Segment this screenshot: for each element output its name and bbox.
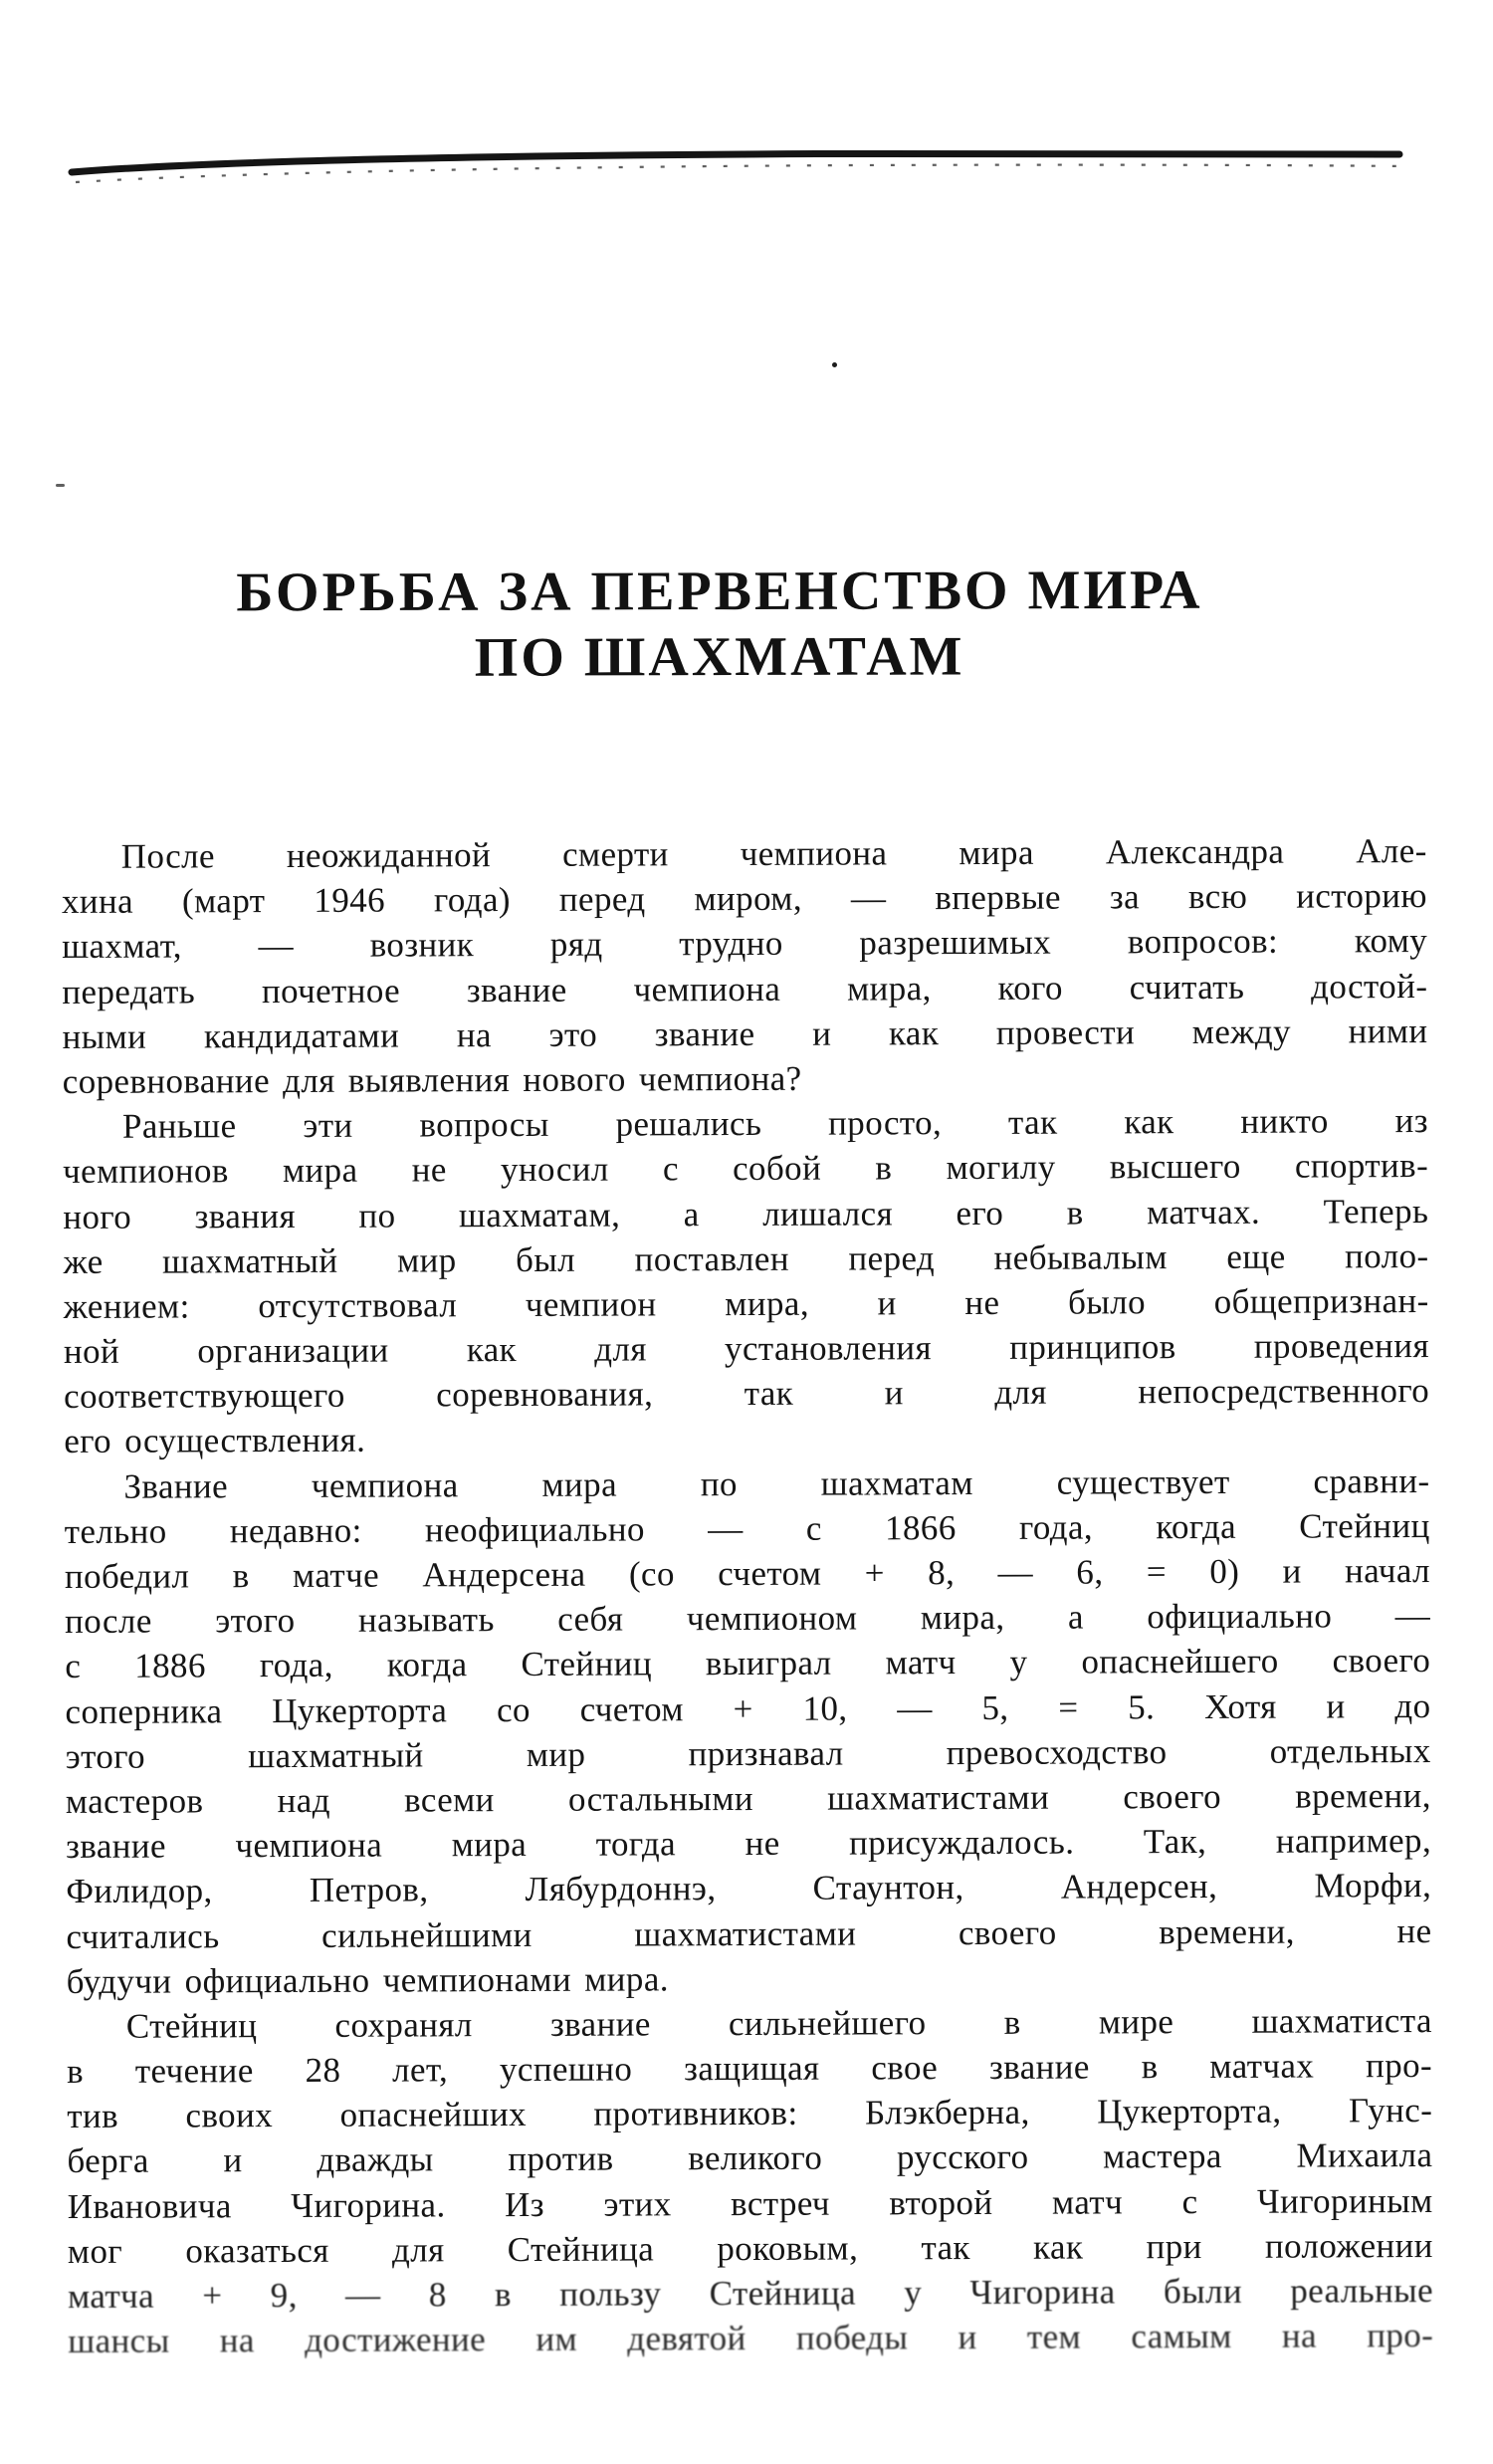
page-title [65,557,1430,692]
text-line: После неожиданной смерти чемпиона мира Александра Але- [120,831,1427,876]
text-line: передать почетное звание чемпиона мира, кого считать достой- [62,966,1428,1011]
text-line: ными кандидатами на это звание и как провести между ними [62,1010,1428,1056]
text-line: матча + 9, — 8 в пользу Стейница у Чигорина были реальные [67,2271,1434,2316]
text-line: Стейниц сохранял звание сильнейшего в мире шахматиста [125,2000,1432,2046]
text-line: соперника Цукерторта со счетом + 10, — 5, = 5. Хотя и до [65,1685,1431,1731]
text-line: в течение 28 лет, успешно защищая свое звание в матчах про- [66,2046,1433,2092]
text-line: с 1886 года, когда Стейниц выиграл матч у опаснейшего своего [65,1641,1431,1686]
paragraph [64,1458,1431,2004]
top-rule [0,129,1493,199]
text-line: мастеров над всеми остальными шахматистами своего времени, [65,1775,1431,1821]
paragraph [63,1098,1430,1463]
text-line: хина (март 1946 года) перед миром, — впервые за всю историю [61,876,1428,922]
text-line: считались сильнейшими шахматистами своего времени, не [66,1910,1432,1956]
paragraph [67,1998,1434,2363]
text-line: берга и дважды против великого русского мастера Михаила [67,2135,1433,2181]
text-line: Раньше эти вопросы решались просто, так как никто из [121,1101,1429,1146]
text-line: шансы на достижение им девятой победы и тем самым на про- [68,2316,1434,2361]
text-line: ного звания по шахматам, а лишался его в матчах. Теперь [63,1191,1429,1236]
text-line: этого шахматный мир признавал превосходство отдельных [65,1730,1431,1776]
text-line: мог оказаться для Стейница роковым, так как при положении [67,2225,1433,2271]
text-line: соревнование для выявления нового чемпиона? [62,1058,802,1101]
text-line: победил в матче Андерсена (со счетом + 8, — 6, = 0) и начал [64,1551,1430,1596]
title-line-1: БОРЬБА ЗА ПЕРВЕНСТВО МИРА [236,559,1203,624]
scan-speck [56,484,65,487]
text-line: жением: отсутствовал чемпион мира, и не было общепризнан- [63,1280,1429,1326]
text-line: звание чемпиона мира тогда не присуждалось. Так, например, [65,1821,1432,1867]
text-line: его осуществления. [64,1421,366,1461]
text-line: будучи официально чемпионами мира. [66,1959,669,2001]
text-line: Звание чемпиона мира по шахматам существует сравни- [123,1460,1430,1506]
text-line: ной организации как для установления принципов проведения [63,1326,1429,1372]
text-line: после этого называть себя чемпионом мира, а официально — [65,1596,1431,1642]
text-line: шахмат, — возник ряд трудно разрешимых вопросов: кому [62,921,1428,967]
paragraph [62,828,1428,1104]
scan-speck [832,362,837,367]
text-line: чемпионов мира не уносил с собой в могилу высшего спортив- [63,1146,1429,1192]
text-line: тельно недавно: неофициально — с 1866 года, когда Стейниц [64,1505,1430,1551]
title-line-2: ПО ШАХМАТАМ [474,625,965,689]
text-line: тив своих опаснейших противников: Блэкберна, Цукерторта, Гунс- [67,2091,1433,2136]
text-line: Филидор, Петров, Лябурдоннэ, Стаунтон, Андерсен, Морфи, [66,1866,1432,1911]
text-line: Ивановича Чигорина. Из этих встреч второй матч с Чигориным [67,2180,1433,2226]
text-line: соответствующего соревнования, так и для непосредственного [64,1371,1430,1417]
body-text [62,828,1434,2363]
text-line: же шахматный мир был поставлен перед небывалым еще поло- [63,1235,1429,1281]
